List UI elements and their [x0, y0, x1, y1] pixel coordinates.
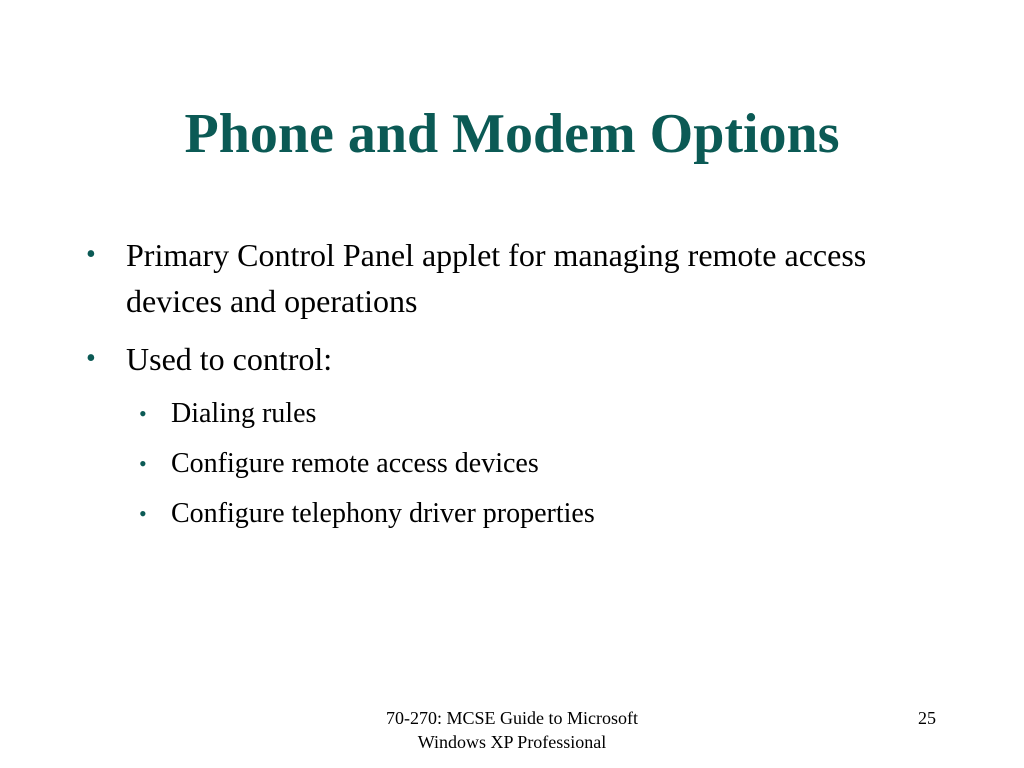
footer-line-2: Windows XP Professional	[417, 732, 607, 752]
bullet-icon: •	[139, 501, 147, 526]
sub-bullet-item	[86, 394, 966, 434]
sub-bullet-item	[86, 444, 966, 484]
bullet-list	[86, 232, 966, 544]
page-number: 25	[918, 708, 936, 728]
bullet-item	[86, 336, 966, 382]
bullet-text: Primary Control Panel applet for managing remote access devices and operations	[126, 237, 867, 319]
sub-bullet-text: Dialing rules	[171, 398, 317, 429]
footer-course-title	[362, 706, 662, 754]
bullet-icon: •	[139, 401, 147, 426]
slide-title: Phone and Modem Options	[184, 103, 840, 165]
bullet-text: Used to control:	[126, 341, 333, 377]
bullet-icon: •	[139, 451, 147, 476]
sub-bullet-text: Configure remote access devices	[171, 448, 539, 479]
bullet-item	[86, 232, 966, 324]
bullet-icon: •	[86, 343, 96, 374]
sub-bullet-text: Configure telephony driver properties	[171, 498, 595, 529]
sub-bullet-item	[86, 494, 966, 534]
footer-line-1: 70-270: MCSE Guide to Microsoft	[386, 708, 638, 728]
bullet-icon: •	[86, 239, 96, 270]
